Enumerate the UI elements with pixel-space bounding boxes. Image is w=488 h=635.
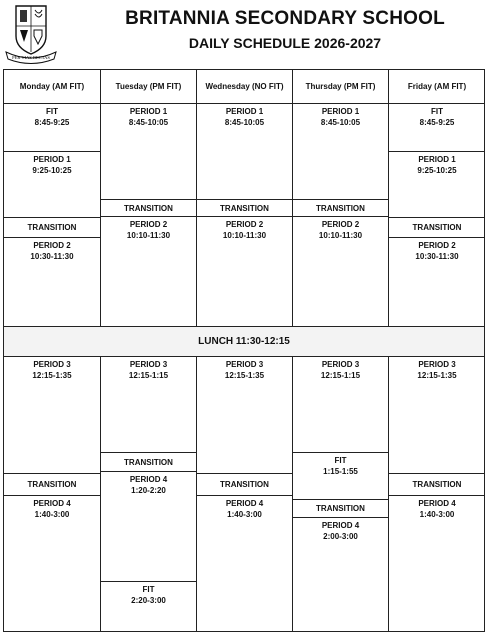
block-monday-transition-pm: TRANSITION (4, 474, 100, 496)
block-monday-transition-am: TRANSITION (4, 218, 100, 238)
block-tuesday-period-4: PERIOD 4 1:20-2:20 (101, 472, 196, 582)
block-friday-period-2: PERIOD 2 10:30-11:30 (415, 241, 459, 261)
block-tuesday-period-2: PERIOD 2 10:10-11:30 (126, 220, 171, 240)
page-subtitle: DAILY SCHEDULE 2026-2027 (188, 35, 382, 51)
day-header-wednesday: Wednesday (NO FIT) (197, 70, 292, 104)
block-monday-period-4: PERIOD 4 1:40-3:00 (33, 499, 71, 519)
block-friday-fit: FIT 8:45-9:25 (389, 104, 485, 152)
block-wednesday-transition-am: TRANSITION (197, 200, 292, 217)
block-tuesday-period-1: PERIOD 1 8:45-10:05 (101, 104, 196, 200)
block-tuesday-transition-am: TRANSITION (101, 200, 196, 217)
schedule-grid (3, 69, 485, 632)
block-friday-period-1: PERIOD 1 9:25-10:25 (389, 152, 485, 218)
block-tuesday-transition-pm: TRANSITION (101, 453, 196, 472)
block-tuesday-period-3: PERIOD 3 12:15-1:15 (101, 357, 196, 453)
block-thursday-period-3: PERIOD 3 12:15-1:15 (293, 357, 388, 453)
block-thursday-transition-pm: TRANSITION (293, 500, 388, 518)
crest-motto: PER VIAS RECTAS (12, 55, 50, 60)
block-thursday-fit: FIT 1:15-1:55 (293, 453, 388, 500)
block-monday-period-2: PERIOD 2 10:30-11:30 (30, 241, 74, 261)
block-thursday-period-2: PERIOD 2 10:10-11:30 (318, 220, 363, 240)
school-crest-logo (4, 2, 58, 64)
block-friday-period-3: PERIOD 3 12:15-1:35 (389, 357, 485, 474)
day-header-thursday: Thursday (PM FIT) (293, 70, 388, 104)
block-thursday-transition-am: TRANSITION (293, 200, 388, 217)
block-wednesday-transition-pm: TRANSITION (197, 474, 292, 496)
block-wednesday-period-3: PERIOD 3 12:15-1:35 (197, 357, 292, 474)
block-wednesday-period-1: PERIOD 1 8:45-10:05 (197, 104, 292, 200)
day-header-friday: Friday (AM FIT) (389, 70, 485, 104)
block-wednesday-period-4: PERIOD 4 1:40-3:00 (225, 499, 264, 519)
block-friday-transition-am: TRANSITION (389, 218, 485, 238)
block-friday-period-4: PERIOD 4 1:40-3:00 (418, 499, 456, 519)
block-thursday-period-1: PERIOD 1 8:45-10:05 (293, 104, 388, 200)
page-title: BRITANNIA SECONDARY SCHOOL (125, 8, 445, 29)
block-tuesday-fit: FIT 2:20-3:00 (131, 585, 166, 605)
block-monday-period-3: PERIOD 3 12:15-1:35 (4, 357, 100, 474)
lunch-banner: LUNCH 11:30-12:15 (4, 326, 484, 357)
block-thursday-period-4: PERIOD 4 2:00-3:00 (321, 521, 360, 541)
day-header-monday: Monday (AM FIT) (4, 70, 100, 104)
block-wednesday-period-2: PERIOD 2 10:10-11:30 (222, 220, 267, 240)
block-monday-fit: FIT 8:45-9:25 (4, 104, 100, 152)
block-monday-period-1: PERIOD 1 9:25-10:25 (4, 152, 100, 218)
day-header-tuesday: Tuesday (PM FIT) (101, 70, 196, 104)
block-friday-transition-pm: TRANSITION (389, 474, 485, 496)
